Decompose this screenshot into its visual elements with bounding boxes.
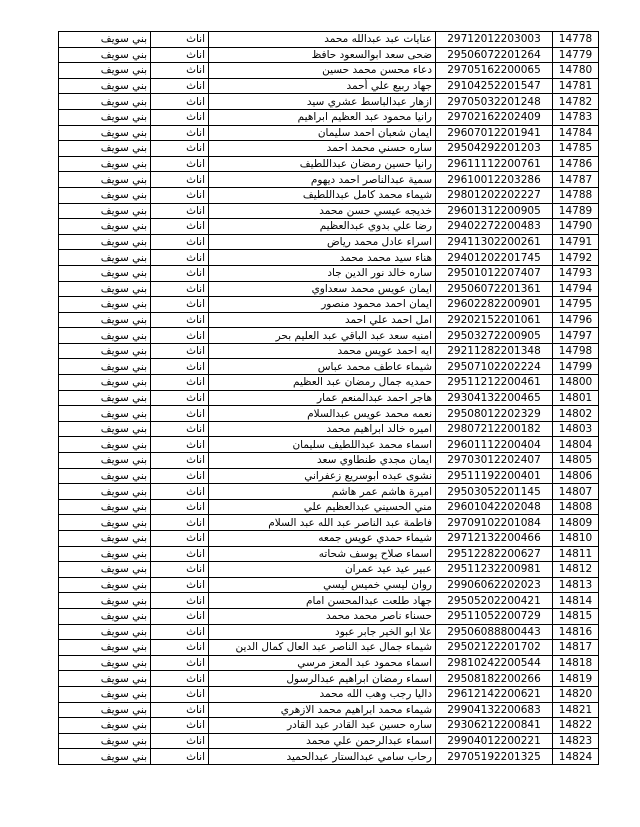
governorate-cell: بني سويف: [59, 406, 151, 422]
gender-cell: اناث: [151, 343, 209, 359]
serial-number-cell: 14796: [553, 312, 599, 328]
national-id-cell: 29810242200544: [436, 655, 553, 671]
gender-cell: اناث: [151, 655, 209, 671]
governorate-cell: بني سويف: [59, 655, 151, 671]
table-row: [59, 484, 599, 500]
serial-number-cell: 14785: [553, 141, 599, 157]
governorate-cell: بني سويف: [59, 187, 151, 203]
table-row: [59, 733, 599, 749]
national-id-cell: 29504292201203: [436, 141, 553, 157]
serial-number-cell: 14816: [553, 624, 599, 640]
governorate-cell: بني سويف: [59, 390, 151, 406]
name-cell: ايمان احمد محمود منصور: [209, 297, 436, 313]
name-cell: جهاد ربيع علي أحمد: [209, 78, 436, 94]
name-cell: فاطمة عبد الناصر عبد الله عبد السلام: [209, 515, 436, 531]
serial-number-cell: 14807: [553, 484, 599, 500]
name-cell: امل احمد علي احمد: [209, 312, 436, 328]
table-row: [59, 421, 599, 437]
table-row: [59, 608, 599, 624]
gender-cell: اناث: [151, 390, 209, 406]
serial-number-cell: 14784: [553, 125, 599, 141]
name-cell: ضحى سعد ابوالسعود حافظ: [209, 47, 436, 63]
serial-number-cell: 14797: [553, 328, 599, 344]
national-id-cell: 29712012203003: [436, 32, 553, 48]
serial-number-cell: 14810: [553, 531, 599, 547]
name-cell: ايمان عويس محمد سعداوي: [209, 281, 436, 297]
national-id-cell: 29611112200761: [436, 156, 553, 172]
governorate-cell: بني سويف: [59, 250, 151, 266]
national-id-cell: 29502122201702: [436, 640, 553, 656]
governorate-cell: بني سويف: [59, 328, 151, 344]
governorate-cell: بني سويف: [59, 343, 151, 359]
table-row: [59, 359, 599, 375]
serial-number-cell: 14811: [553, 546, 599, 562]
serial-number-cell: 14780: [553, 63, 599, 79]
national-id-cell: 29801202202227: [436, 187, 553, 203]
name-cell: داليا رجب وهب الله محمد: [209, 686, 436, 702]
national-id-cell: 29703012202407: [436, 453, 553, 469]
serial-number-cell: 14799: [553, 359, 599, 375]
governorate-cell: بني سويف: [59, 63, 151, 79]
serial-number-cell: 14793: [553, 265, 599, 281]
gender-cell: اناث: [151, 78, 209, 94]
national-id-cell: 29402272200483: [436, 219, 553, 235]
national-id-cell: 29507102202224: [436, 359, 553, 375]
name-cell: خديجه عيسي حسن محمد: [209, 203, 436, 219]
gender-cell: اناث: [151, 546, 209, 562]
national-id-cell: 29904132200683: [436, 702, 553, 718]
serial-number-cell: 14798: [553, 343, 599, 359]
table-row: [59, 32, 599, 48]
name-cell: ساره حسين عبد القادر عبد القادر: [209, 718, 436, 734]
name-cell: نشوى عبده ابوسريع زعفراني: [209, 468, 436, 484]
name-cell: شيماء محمد ابراهيم محمد الازهري: [209, 702, 436, 718]
national-id-cell: 29511052200729: [436, 608, 553, 624]
table-row: [59, 141, 599, 157]
gender-cell: اناث: [151, 265, 209, 281]
table-row: [59, 203, 599, 219]
governorate-cell: بني سويف: [59, 94, 151, 110]
governorate-cell: بني سويف: [59, 141, 151, 157]
table-row: [59, 546, 599, 562]
serial-number-cell: 14778: [553, 32, 599, 48]
table-row: [59, 109, 599, 125]
table-row: [59, 312, 599, 328]
table-row: [59, 468, 599, 484]
national-id-cell: 29601112200404: [436, 437, 553, 453]
serial-number-cell: 14792: [553, 250, 599, 266]
national-id-cell: 29503272200905: [436, 328, 553, 344]
serial-number-cell: 14800: [553, 375, 599, 391]
name-cell: نعمه محمد عويس عبدالسلام: [209, 406, 436, 422]
name-cell: جهاد طلعت عبدالمحسن امام: [209, 593, 436, 609]
gender-cell: اناث: [151, 608, 209, 624]
name-cell: ساره خالد نور الدين جاد: [209, 265, 436, 281]
governorate-cell: بني سويف: [59, 375, 151, 391]
national-id-cell: 29712132200466: [436, 531, 553, 547]
name-cell: اسماء صلاح يوسف شحاته: [209, 546, 436, 562]
name-cell: شيماء عاطف محمد عباس: [209, 359, 436, 375]
table-row: [59, 125, 599, 141]
name-cell: اميرة هاشم عمر هاشم: [209, 484, 436, 500]
national-id-cell: 29511232200981: [436, 562, 553, 578]
governorate-cell: بني سويف: [59, 234, 151, 250]
governorate-cell: بني سويف: [59, 421, 151, 437]
serial-number-cell: 14789: [553, 203, 599, 219]
table-row: [59, 78, 599, 94]
table-row: [59, 531, 599, 547]
serial-number-cell: 14779: [553, 47, 599, 63]
table-row: [59, 655, 599, 671]
serial-number-cell: 14819: [553, 671, 599, 687]
national-id-cell: 29306212200841: [436, 718, 553, 734]
name-cell: ايمان شعبان احمد سليمان: [209, 125, 436, 141]
name-cell: شيماء محمد كامل عبداللطيف: [209, 187, 436, 203]
table-row: [59, 47, 599, 63]
governorate-cell: بني سويف: [59, 484, 151, 500]
serial-number-cell: 14813: [553, 577, 599, 593]
serial-number-cell: 14824: [553, 749, 599, 765]
national-id-cell: 29807212200182: [436, 421, 553, 437]
governorate-cell: بني سويف: [59, 453, 151, 469]
gender-cell: اناث: [151, 702, 209, 718]
table-row: [59, 671, 599, 687]
table-row: [59, 297, 599, 313]
table-row: [59, 640, 599, 656]
serial-number-cell: 14794: [553, 281, 599, 297]
gender-cell: اناث: [151, 312, 209, 328]
gender-cell: اناث: [151, 359, 209, 375]
name-cell: اسماء رمضان ابراهيم عبدالرسول: [209, 671, 436, 687]
national-id-cell: 29506088800443: [436, 624, 553, 640]
national-id-cell: 29602282200901: [436, 297, 553, 313]
gender-cell: اناث: [151, 406, 209, 422]
serial-number-cell: 14790: [553, 219, 599, 235]
name-cell: شيماء حمدي عويس جمعه: [209, 531, 436, 547]
gender-cell: اناث: [151, 749, 209, 765]
serial-number-cell: 14804: [553, 437, 599, 453]
name-cell: ايمان مجدي طنطاوي سعد: [209, 453, 436, 469]
name-cell: رانيا حسين رمضان عبداللطيف: [209, 156, 436, 172]
gender-cell: اناث: [151, 47, 209, 63]
gender-cell: اناث: [151, 577, 209, 593]
national-id-cell: 29601312200905: [436, 203, 553, 219]
gender-cell: اناث: [151, 250, 209, 266]
gender-cell: اناث: [151, 624, 209, 640]
national-id-cell: 29511192200401: [436, 468, 553, 484]
name-cell: اميره خالد ابراهيم محمد: [209, 421, 436, 437]
serial-number-cell: 14786: [553, 156, 599, 172]
serial-number-cell: 14805: [553, 453, 599, 469]
national-id-cell: 29601042202048: [436, 499, 553, 515]
serial-number-cell: 14801: [553, 390, 599, 406]
national-id-cell: 29503052201145: [436, 484, 553, 500]
name-cell: شيماء جمال عبد الناصر عبد العال كمال الدين: [209, 640, 436, 656]
gender-cell: اناث: [151, 156, 209, 172]
name-cell: رضا علي بدوي عبدالعظيم: [209, 219, 436, 235]
table-row: [59, 390, 599, 406]
table-row: [59, 499, 599, 515]
table-row: [59, 156, 599, 172]
serial-number-cell: 14781: [553, 78, 599, 94]
serial-number-cell: 14795: [553, 297, 599, 313]
gender-cell: اناث: [151, 421, 209, 437]
table-row: [59, 577, 599, 593]
table-row: [59, 63, 599, 79]
serial-number-cell: 14788: [553, 187, 599, 203]
name-cell: حسناء ناصر محمد محمد: [209, 608, 436, 624]
gender-cell: اناث: [151, 281, 209, 297]
governorate-cell: بني سويف: [59, 78, 151, 94]
national-id-cell: 29304132200465: [436, 390, 553, 406]
table-row: [59, 234, 599, 250]
name-cell: اسماء محمد عبداللطيف سليمان: [209, 437, 436, 453]
governorate-cell: بني سويف: [59, 437, 151, 453]
gender-cell: اناث: [151, 640, 209, 656]
gender-cell: اناث: [151, 671, 209, 687]
name-cell: اسماء عبدالرحمن علي محمد: [209, 733, 436, 749]
name-cell: ايه احمد عويس محمد: [209, 343, 436, 359]
gender-cell: اناث: [151, 141, 209, 157]
serial-number-cell: 14818: [553, 655, 599, 671]
gender-cell: اناث: [151, 203, 209, 219]
gender-cell: اناث: [151, 499, 209, 515]
name-cell: حمديه جمال رمضان عبد العظيم: [209, 375, 436, 391]
governorate-cell: بني سويف: [59, 577, 151, 593]
governorate-cell: بني سويف: [59, 546, 151, 562]
gender-cell: اناث: [151, 109, 209, 125]
table-row: [59, 328, 599, 344]
national-id-cell: 29705032201248: [436, 94, 553, 110]
national-id-cell: 29501012207407: [436, 265, 553, 281]
governorate-cell: بني سويف: [59, 749, 151, 765]
governorate-cell: بني سويف: [59, 312, 151, 328]
table-row: [59, 702, 599, 718]
national-id-cell: 29904012200221: [436, 733, 553, 749]
national-id-cell: 29411302200261: [436, 234, 553, 250]
table-row: [59, 515, 599, 531]
governorate-cell: بني سويف: [59, 531, 151, 547]
gender-cell: اناث: [151, 375, 209, 391]
national-id-cell: 29202152201061: [436, 312, 553, 328]
name-cell: امنيه سعد عبد الباقي عبد العليم بحر: [209, 328, 436, 344]
governorate-cell: بني سويف: [59, 733, 151, 749]
table-row: [59, 749, 599, 765]
national-id-cell: 29104252201547: [436, 78, 553, 94]
name-cell: رحاب سامي عبدالستار عبدالحميد: [209, 749, 436, 765]
serial-number-cell: 14809: [553, 515, 599, 531]
governorate-cell: بني سويف: [59, 562, 151, 578]
national-id-cell: 29506072201361: [436, 281, 553, 297]
national-id-cell: 29511212200461: [436, 375, 553, 391]
governorate-cell: بني سويف: [59, 671, 151, 687]
governorate-cell: بني سويف: [59, 32, 151, 48]
governorate-cell: بني سويف: [59, 265, 151, 281]
national-id-cell: 29508012202329: [436, 406, 553, 422]
serial-number-cell: 14823: [553, 733, 599, 749]
serial-number-cell: 14782: [553, 94, 599, 110]
table-row: [59, 281, 599, 297]
gender-cell: اناث: [151, 187, 209, 203]
national-id-cell: 29610012203286: [436, 172, 553, 188]
governorate-cell: بني سويف: [59, 608, 151, 624]
serial-number-cell: 14814: [553, 593, 599, 609]
governorate-cell: بني سويف: [59, 47, 151, 63]
governorate-cell: بني سويف: [59, 219, 151, 235]
table-row: [59, 686, 599, 702]
gender-cell: اناث: [151, 718, 209, 734]
name-cell: هناء سيد محمد محمد: [209, 250, 436, 266]
serial-number-cell: 14783: [553, 109, 599, 125]
table-row: [59, 250, 599, 266]
gender-cell: اناث: [151, 234, 209, 250]
name-cell: ساره حسني محمد احمد: [209, 141, 436, 157]
table-row: [59, 718, 599, 734]
name-cell: علا ابو الخير جابر عبود: [209, 624, 436, 640]
gender-cell: اناث: [151, 437, 209, 453]
name-cell: عنايات عبد عبدالله محمد: [209, 32, 436, 48]
national-id-cell: 29612142200621: [436, 686, 553, 702]
governorate-cell: بني سويف: [59, 172, 151, 188]
serial-number-cell: 14822: [553, 718, 599, 734]
gender-cell: اناث: [151, 172, 209, 188]
gender-cell: اناث: [151, 94, 209, 110]
national-id-cell: 29211282201348: [436, 343, 553, 359]
name-cell: سمية عبدالناصر احمد ديهوم: [209, 172, 436, 188]
national-id-cell: 29709102201084: [436, 515, 553, 531]
table-row: [59, 187, 599, 203]
name-cell: اسراء عادل محمد رياض: [209, 234, 436, 250]
gender-cell: اناث: [151, 63, 209, 79]
gender-cell: اناث: [151, 515, 209, 531]
name-cell: هاجر احمد عبدالمنعم عمار: [209, 390, 436, 406]
governorate-cell: بني سويف: [59, 702, 151, 718]
table-row: [59, 219, 599, 235]
table-row: [59, 343, 599, 359]
gender-cell: اناث: [151, 484, 209, 500]
gender-cell: اناث: [151, 531, 209, 547]
gender-cell: اناث: [151, 733, 209, 749]
table-row: [59, 453, 599, 469]
governorate-cell: بني سويف: [59, 515, 151, 531]
gender-cell: اناث: [151, 328, 209, 344]
serial-number-cell: 14812: [553, 562, 599, 578]
table-row: [59, 562, 599, 578]
national-id-cell: 29906062202023: [436, 577, 553, 593]
governorate-cell: بني سويف: [59, 109, 151, 125]
governorate-cell: بني سويف: [59, 686, 151, 702]
table-row: [59, 172, 599, 188]
serial-number-cell: 14817: [553, 640, 599, 656]
national-id-cell: 29401202201745: [436, 250, 553, 266]
gender-cell: اناث: [151, 686, 209, 702]
national-id-cell: 29705162200065: [436, 63, 553, 79]
governorate-cell: بني سويف: [59, 359, 151, 375]
name-cell: عبير عيد عيد عمران: [209, 562, 436, 578]
serial-number-cell: 14791: [553, 234, 599, 250]
governorate-cell: بني سويف: [59, 640, 151, 656]
governorate-cell: بني سويف: [59, 125, 151, 141]
governorate-cell: بني سويف: [59, 499, 151, 515]
table-row: [59, 406, 599, 422]
serial-number-cell: 14806: [553, 468, 599, 484]
governorate-cell: بني سويف: [59, 281, 151, 297]
name-cell: ازهار عبدالباسط عشري سيد: [209, 94, 436, 110]
name-cell: مني الحسيني عبدالعظيم علي: [209, 499, 436, 515]
gender-cell: اناث: [151, 468, 209, 484]
gender-cell: اناث: [151, 219, 209, 235]
governorate-cell: بني سويف: [59, 593, 151, 609]
governorate-cell: بني سويف: [59, 156, 151, 172]
serial-number-cell: 14821: [553, 702, 599, 718]
table-row: [59, 94, 599, 110]
national-id-cell: 29607012201941: [436, 125, 553, 141]
gender-cell: اناث: [151, 297, 209, 313]
table-row: [59, 593, 599, 609]
national-id-cell: 29705192201325: [436, 749, 553, 765]
name-cell: روان ليسي خميس ليسي: [209, 577, 436, 593]
governorate-cell: بني سويف: [59, 468, 151, 484]
national-id-cell: 29512282200627: [436, 546, 553, 562]
serial-number-cell: 14802: [553, 406, 599, 422]
roster-table-body: [59, 32, 599, 765]
serial-number-cell: 14803: [553, 421, 599, 437]
national-id-cell: 29702162202409: [436, 109, 553, 125]
gender-cell: اناث: [151, 32, 209, 48]
serial-number-cell: 14787: [553, 172, 599, 188]
serial-number-cell: 14820: [553, 686, 599, 702]
serial-number-cell: 14815: [553, 608, 599, 624]
name-cell: رانيا محمود عبد العظيم ابراهيم: [209, 109, 436, 125]
table-row: [59, 624, 599, 640]
national-id-cell: 29505202200421: [436, 593, 553, 609]
governorate-cell: بني سويف: [59, 718, 151, 734]
table-row: [59, 265, 599, 281]
name-cell: دعاء محسن محمد حسين: [209, 63, 436, 79]
table-row: [59, 437, 599, 453]
gender-cell: اناث: [151, 593, 209, 609]
gender-cell: اناث: [151, 562, 209, 578]
governorate-cell: بني سويف: [59, 297, 151, 313]
national-id-cell: 29506072201264: [436, 47, 553, 63]
roster-table: [58, 31, 599, 765]
gender-cell: اناث: [151, 453, 209, 469]
gender-cell: اناث: [151, 125, 209, 141]
table-row: [59, 375, 599, 391]
governorate-cell: بني سويف: [59, 203, 151, 219]
serial-number-cell: 14808: [553, 499, 599, 515]
national-id-cell: 29508182200266: [436, 671, 553, 687]
name-cell: اسماء محمود عبد المعز مرسي: [209, 655, 436, 671]
governorate-cell: بني سويف: [59, 624, 151, 640]
